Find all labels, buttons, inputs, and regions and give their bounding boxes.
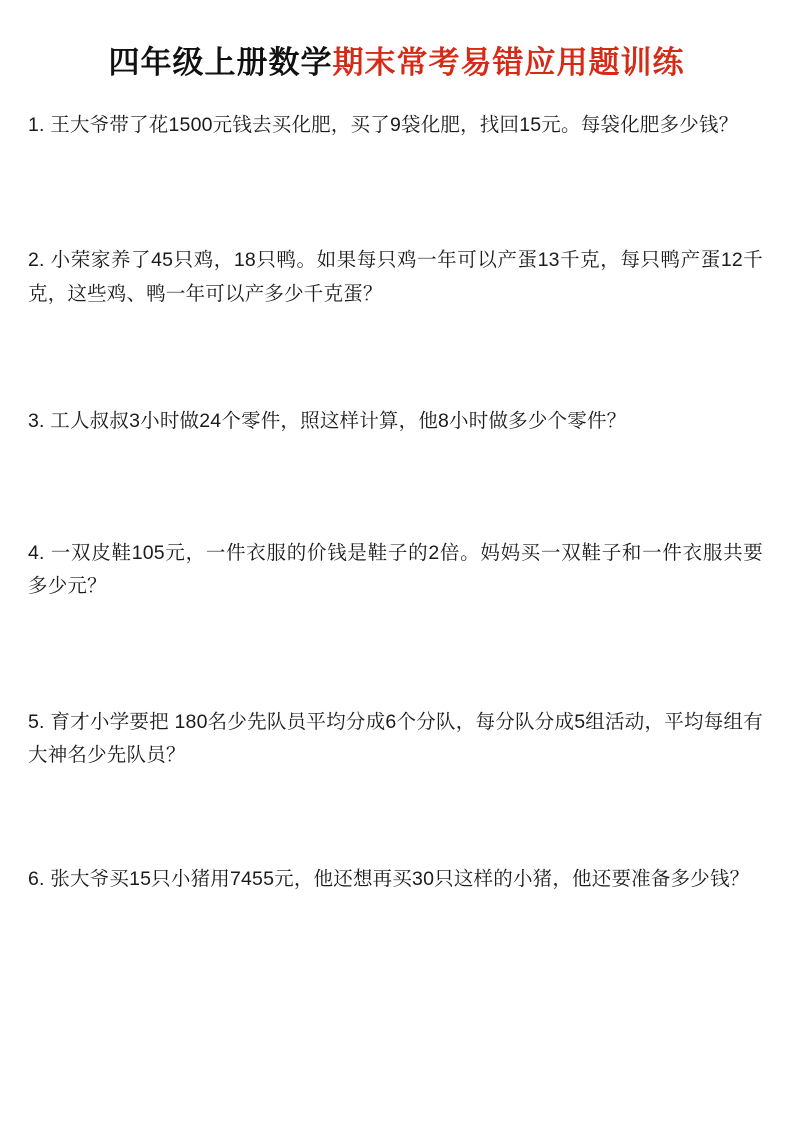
problem-item: 1. 王大爷带了花1500元钱去买化肥，买了9袋化肥，找回15元。每袋化肥多少钱？ xyxy=(28,113,739,136)
answer-space xyxy=(26,610,767,706)
problem-item: 2. 小荣家养了45只鸡，18只鸭。如果每只鸡一年可以产蛋13千克，每只鸭产蛋12千克，这些鸡、鸭一年可以产多少千克蛋？ xyxy=(28,249,763,305)
problem-item: 6. 张大爷买15只小猪用7455元，他还想再买30只这样的小猪，他还要准备多少钱？ xyxy=(28,868,750,890)
answer-space xyxy=(26,779,767,863)
problem-item: 3. 工人叔叔3小时做24个零件，照这样计算，他8小时做多少个零件？ xyxy=(28,410,627,433)
answer-space xyxy=(26,317,767,405)
page-title xyxy=(26,44,767,83)
answer-space xyxy=(26,148,767,244)
page-title-black: 四年级上册数学 xyxy=(108,45,333,80)
problem-item: 5. 育才小学要把 180名少先队员平均分成6个分队，每分队分成5组活动，平均每组有大神名少先队员？ xyxy=(28,710,763,767)
answer-space xyxy=(26,445,767,537)
problem-list xyxy=(26,109,767,897)
problem-item: 4. 一双皮鞋105元，一件衣服的价钱是鞋子的2倍。妈妈买一双鞋子和一件衣服共要多少元？ xyxy=(28,541,763,598)
page-title-red: 期末常考易错应用题训练 xyxy=(332,45,685,80)
